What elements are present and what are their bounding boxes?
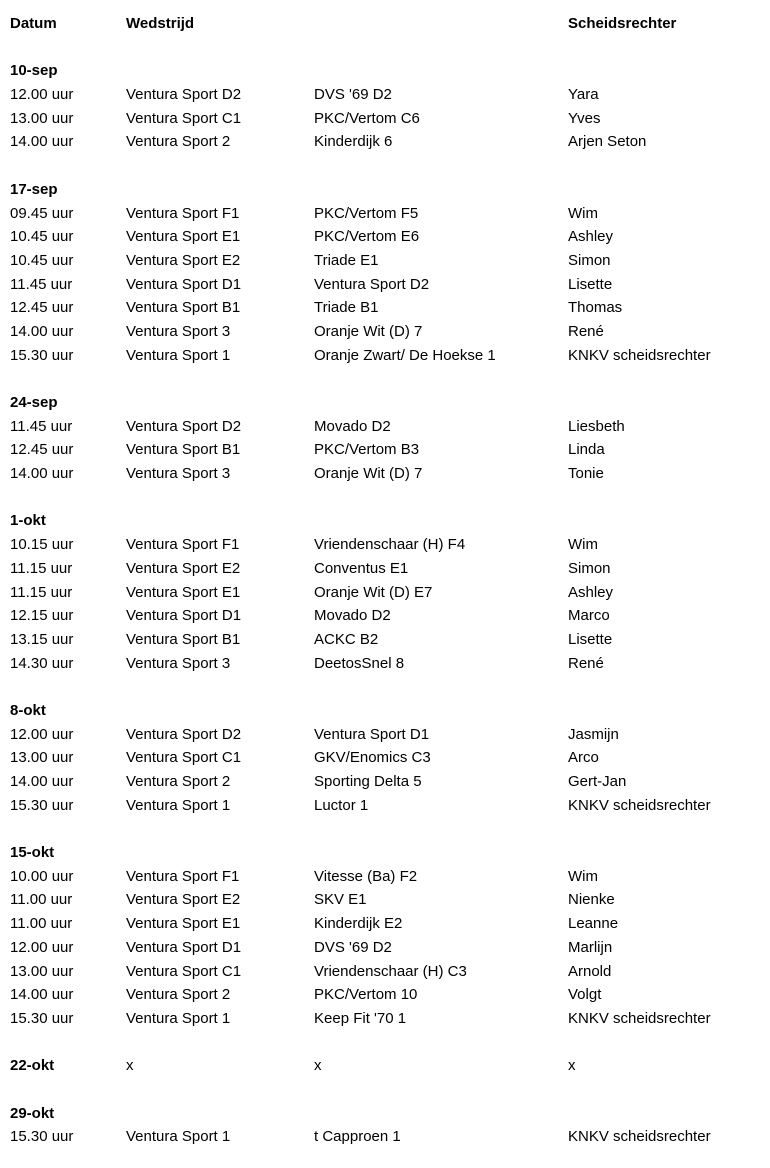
cell-home-team: Ventura Sport 3 <box>126 465 231 483</box>
cell-time: 11.15 uur <box>10 583 73 601</box>
table-row <box>10 912 770 936</box>
cell-away-team: SKV E1 <box>314 891 367 909</box>
cell-time: 14.00 uur <box>10 773 74 790</box>
section-date-row <box>10 699 770 723</box>
section-date-row <box>10 1054 770 1078</box>
section-date-row <box>10 59 770 83</box>
table-row <box>10 770 770 794</box>
table-row <box>10 723 770 747</box>
cell-home-team: Ventura Sport E2 <box>126 559 241 577</box>
cell-time: 15.30 uur <box>10 796 74 814</box>
cell-time: 14.00 uur <box>10 465 74 483</box>
cell-referee: René <box>568 654 604 672</box>
section-date: 15-okt <box>10 844 55 862</box>
cell-time: 15.30 uur <box>10 1009 74 1027</box>
cell-home-team: Ventura Sport E1 <box>126 583 241 601</box>
cell-time: 10.45 uur <box>10 251 74 269</box>
table-row <box>10 794 770 818</box>
cell-referee: René <box>568 322 604 340</box>
cell-time: 12.45 uur <box>10 441 74 459</box>
column-header-datum: Datum <box>10 15 57 32</box>
cell-referee: Nienke <box>568 891 615 909</box>
cell-away-team: Triade E1 <box>314 251 379 269</box>
cell-away-team: GKV/Enomics C3 <box>314 749 431 767</box>
table-row <box>10 130 770 154</box>
cell-referee: Wim <box>568 204 598 222</box>
cell-referee: Arnold <box>568 962 612 980</box>
column-header-wedstrijd: Wedstrijd <box>126 15 195 32</box>
cell-home-team: Ventura Sport D2 <box>126 86 242 104</box>
table-row <box>10 628 770 652</box>
section-gap <box>10 36 770 60</box>
cell-home-team: Ventura Sport 1 <box>126 346 231 364</box>
cell-away-team: PKC/Vertom E6 <box>314 228 420 246</box>
cell-referee: Marco <box>568 607 610 625</box>
cell-referee: Arco <box>568 749 599 767</box>
cell-home-team: Ventura Sport F1 <box>126 204 240 222</box>
cell-away-team: Kinderdijk 6 <box>314 133 393 151</box>
cell-time: 14.30 uur <box>10 654 74 672</box>
cell-home-team: Ventura Sport F1 <box>126 536 240 554</box>
cell-away-team: Luctor 1 <box>314 796 369 814</box>
cell-time: 14.00 uur <box>10 322 74 340</box>
cell-home-team: Ventura Sport C1 <box>126 109 242 127</box>
cell-referee: KNKV scheidsrechter <box>568 1009 711 1027</box>
section-date-row <box>10 509 770 533</box>
cell-away-team: Vriendenschaar (H) C3 <box>314 962 467 980</box>
cell-away-team: ACKC B2 <box>314 630 379 648</box>
table-row <box>10 888 770 912</box>
cell-time: 14.00 uur <box>10 986 74 1004</box>
cell-away-team: t Capproen 1 <box>314 1128 401 1146</box>
cell-home-team: Ventura Sport C1 <box>126 962 242 980</box>
cell-away-team: Oranje Wit (D) 7 <box>314 465 423 483</box>
table-row <box>10 936 770 960</box>
table-row <box>10 83 770 107</box>
cell-away-team: DeetosSnel 8 <box>314 654 405 672</box>
cell-referee: Yves <box>568 109 601 127</box>
section-date: 10-sep <box>10 62 58 80</box>
cell-referee: Ashley <box>568 583 614 601</box>
section-gap <box>10 486 770 510</box>
table-row <box>10 438 770 462</box>
cell-home-team: Ventura Sport B1 <box>126 441 241 459</box>
section-date: 8-okt <box>10 701 46 719</box>
table-row <box>10 202 770 226</box>
cell-away-team: PKC/Vertom B3 <box>314 441 420 459</box>
cell-time: 12.00 uur <box>10 725 74 743</box>
cell-time: 13.00 uur <box>10 109 74 127</box>
cell-away-team: Oranje Wit (D) 7 <box>314 322 423 340</box>
cell-referee: Arjen Seton <box>568 133 647 151</box>
cell-referee: Jasmijn <box>568 725 619 743</box>
section-date: 22-okt <box>10 1057 55 1075</box>
section-gap <box>10 1031 770 1055</box>
cell-away-team: Vitesse (Ba) F2 <box>314 867 418 885</box>
cell-referee: Wim <box>568 536 598 554</box>
cell-home-team: x <box>126 1057 134 1075</box>
cell-referee: Marlijn <box>568 938 613 956</box>
cell-away-team: Vriendenschaar (H) F4 <box>314 536 466 554</box>
section-date-row <box>10 391 770 415</box>
table-row <box>10 604 770 628</box>
cell-time: 11.15 uur <box>10 559 73 577</box>
cell-time: 15.30 uur <box>10 346 74 364</box>
table-row <box>10 320 770 344</box>
cell-time: 11.45 uur <box>10 417 73 435</box>
table-row <box>10 746 770 770</box>
cell-home-team: Ventura Sport 3 <box>126 654 231 672</box>
cell-away-team: PKC/Vertom 10 <box>314 986 418 1004</box>
cell-time: 15.30 uur <box>10 1128 74 1146</box>
section-gap <box>10 817 770 841</box>
cell-referee: Tonie <box>568 465 604 483</box>
cell-time: 09.45 uur <box>10 204 74 222</box>
table-row <box>10 581 770 605</box>
section-gap <box>10 1078 770 1102</box>
cell-time: 14.00 uur <box>10 133 74 151</box>
table-row <box>10 462 770 486</box>
cell-referee: Yara <box>568 86 599 104</box>
cell-referee: KNKV scheidsrechter <box>568 346 711 364</box>
cell-away-team: DVS '69 D2 <box>314 86 392 104</box>
table-row <box>10 652 770 676</box>
cell-time: 12.00 uur <box>10 86 74 104</box>
cell-time: 12.15 uur <box>10 607 74 625</box>
cell-home-team: Ventura Sport D2 <box>126 417 242 435</box>
table-row <box>10 1125 770 1149</box>
cell-time: 11.45 uur <box>10 275 73 293</box>
cell-referee: Leanne <box>568 915 619 933</box>
cell-referee: Volgt <box>568 986 602 1004</box>
cell-home-team: Ventura Sport D2 <box>126 725 242 743</box>
cell-home-team: Ventura Sport F1 <box>126 867 240 885</box>
table-row <box>10 415 770 439</box>
cell-away-team: Keep Fit '70 1 <box>314 1009 407 1027</box>
section-date: 29-okt <box>10 1104 55 1122</box>
cell-away-team: Triade B1 <box>314 299 379 317</box>
cell-referee: Ashley <box>568 228 614 246</box>
cell-time: 13.00 uur <box>10 962 74 980</box>
section-date: 17-sep <box>10 180 58 198</box>
table-row <box>10 296 770 320</box>
cell-away-team: Conventus E1 <box>314 559 409 577</box>
cell-away-team: PKC/Vertom C6 <box>314 109 420 127</box>
cell-away-team: DVS '69 D2 <box>314 938 392 956</box>
cell-home-team: Ventura Sport E1 <box>126 915 241 933</box>
cell-away-team: PKC/Vertom F5 <box>314 204 419 222</box>
cell-time: 10.15 uur <box>10 536 74 554</box>
cell-time: 13.00 uur <box>10 749 74 767</box>
cell-time: 12.45 uur <box>10 299 74 317</box>
cell-referee: Simon <box>568 251 611 269</box>
cell-away-team: Kinderdijk E2 <box>314 915 403 933</box>
cell-home-team: Ventura Sport 2 <box>126 773 231 790</box>
cell-referee: KNKV scheidsrechter <box>568 796 711 814</box>
cell-home-team: Ventura Sport D1 <box>126 938 242 956</box>
cell-referee: Lisette <box>568 275 613 293</box>
cell-home-team: Ventura Sport E1 <box>126 228 241 246</box>
section-date: 1-okt <box>10 512 46 530</box>
cell-referee: Linda <box>568 441 605 459</box>
cell-time: 10.45 uur <box>10 228 74 246</box>
cell-referee: x <box>568 1057 576 1075</box>
header-row <box>10 12 770 36</box>
schedule-sections <box>10 36 770 1149</box>
cell-home-team: Ventura Sport B1 <box>126 299 241 317</box>
cell-home-team: Ventura Sport D1 <box>126 607 242 625</box>
cell-home-team: Ventura Sport 2 <box>126 133 231 151</box>
cell-referee: Gert-Jan <box>568 773 627 790</box>
section-date-row <box>10 841 770 865</box>
cell-away-team: Oranje Zwart/ De Hoekse 1 <box>314 346 496 364</box>
table-row <box>10 557 770 581</box>
cell-home-team: Ventura Sport B1 <box>126 630 241 648</box>
cell-away-team: Ventura Sport D2 <box>314 275 430 293</box>
table-row <box>10 273 770 297</box>
cell-time: 11.00 uur <box>10 891 73 909</box>
cell-home-team: Ventura Sport 1 <box>126 1128 231 1146</box>
cell-home-team: Ventura Sport 1 <box>126 796 231 814</box>
cell-time: 12.00 uur <box>10 938 74 956</box>
section-gap <box>10 154 770 178</box>
cell-home-team: Ventura Sport 3 <box>126 322 231 340</box>
cell-home-team: Ventura Sport 2 <box>126 986 231 1004</box>
cell-referee: Thomas <box>568 299 623 317</box>
cell-referee: Simon <box>568 559 611 577</box>
section-gap <box>10 367 770 391</box>
table-row <box>10 1007 770 1031</box>
cell-home-team: Ventura Sport E2 <box>126 251 241 269</box>
table-row <box>10 865 770 889</box>
table-row <box>10 344 770 368</box>
cell-time: 10.00 uur <box>10 867 74 885</box>
cell-time: 11.00 uur <box>10 915 73 933</box>
cell-home-team: Ventura Sport E2 <box>126 891 241 909</box>
table-row <box>10 533 770 557</box>
column-header-scheidsrechter: Scheidsrechter <box>568 15 677 32</box>
section-date-row <box>10 1102 770 1126</box>
cell-time: 13.15 uur <box>10 630 74 648</box>
cell-away-team: Sporting Delta 5 <box>314 773 422 790</box>
cell-referee: Lisette <box>568 630 613 648</box>
cell-home-team: Ventura Sport 1 <box>126 1009 231 1027</box>
section-gap <box>10 675 770 699</box>
section-date: 24-sep <box>10 394 58 411</box>
table-row <box>10 983 770 1007</box>
table-row <box>10 960 770 984</box>
cell-away-team: Oranje Wit (D) E7 <box>314 583 433 601</box>
table-row <box>10 107 770 131</box>
cell-away-team: Ventura Sport D1 <box>314 725 430 743</box>
table-row <box>10 249 770 273</box>
cell-referee: Wim <box>568 867 598 885</box>
cell-away-team: x <box>314 1057 322 1075</box>
cell-away-team: Movado D2 <box>314 417 391 435</box>
cell-away-team: Movado D2 <box>314 607 391 625</box>
cell-referee: KNKV scheidsrechter <box>568 1128 711 1146</box>
cell-home-team: Ventura Sport D1 <box>126 275 242 293</box>
table-row <box>10 225 770 249</box>
section-date-row <box>10 178 770 202</box>
cell-home-team: Ventura Sport C1 <box>126 749 242 767</box>
cell-referee: Liesbeth <box>568 417 625 435</box>
